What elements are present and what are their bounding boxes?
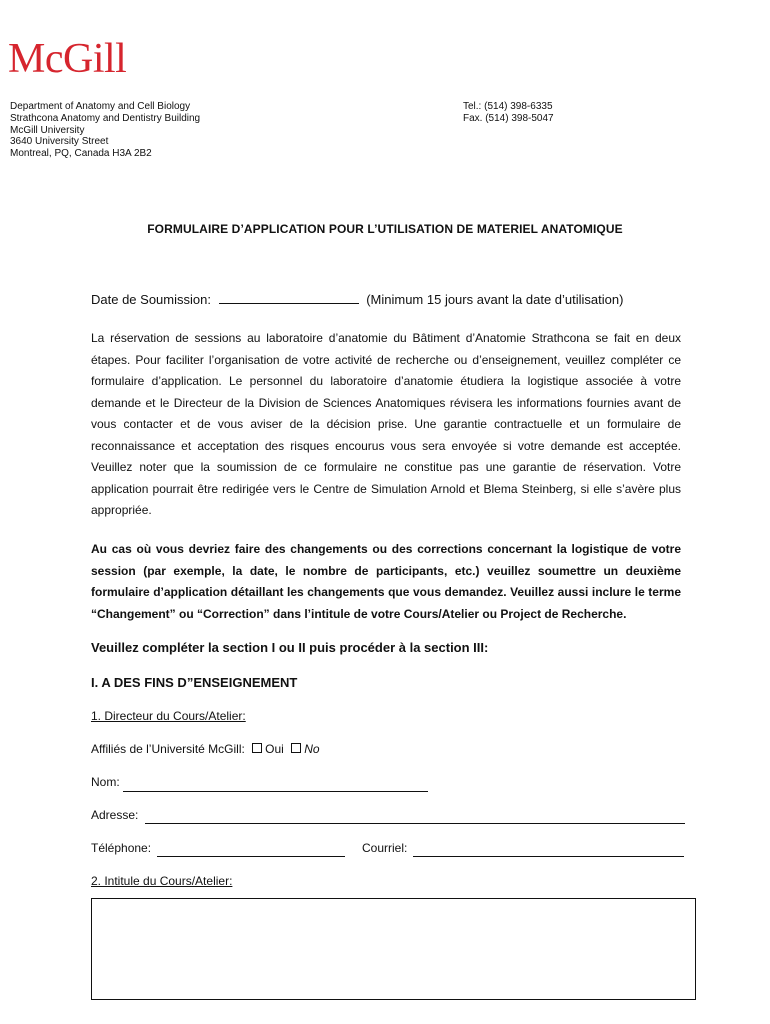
- name-field[interactable]: [123, 791, 428, 792]
- yes-checkbox[interactable]: [252, 743, 262, 753]
- affiliation-row: [91, 742, 320, 756]
- name-label: Nom:: [91, 775, 120, 789]
- course-director-label: 1. Directeur du Cours/Atelier:: [91, 709, 246, 723]
- telephone-number: Tel.: (514) 398-6335: [463, 101, 553, 112]
- address-line: McGill University: [10, 124, 85, 136]
- email-label: Courriel:: [362, 841, 408, 855]
- submission-date-field[interactable]: [219, 291, 359, 304]
- fax-number: Fax. (514) 398-5047: [463, 112, 554, 124]
- course-title-input[interactable]: [91, 898, 696, 1000]
- no-label: No: [304, 742, 320, 756]
- address-line: Department of Anatomy and Cell Biology: [10, 101, 191, 112]
- contact-info: [463, 101, 554, 125]
- course-title-label: 2. Intitule du Cours/Atelier:: [91, 874, 233, 888]
- address-field[interactable]: [145, 823, 685, 824]
- mcgill-logo: McGill: [8, 36, 127, 82]
- telephone-label: Téléphone:: [91, 841, 152, 855]
- form-title: FORMULAIRE D’APPLICATION POUR L’UTILISATION DE MATERIEL ANATOMIQUE: [147, 222, 623, 236]
- submission-date-note: (Minimum 15 jours avant la date d’utilisation): [366, 292, 624, 307]
- changes-note: Au cas où vous devriez faire des changements ou des corrections concernant la logistique de votre session (par exemple, la date, le nombre de participants, etc.) veuillez soumettre un deuxième formulaire d’application détaillant les changements que vous demandez. Veuillez aussi inclure le terme “Changement” ou “Correction” dans l’intitule de votre Cours/Atelier ou Project de Recherche.: [91, 542, 681, 621]
- telephone-field[interactable]: [157, 856, 345, 857]
- address-line: 3640 University Street: [10, 136, 109, 148]
- department-address: [10, 101, 200, 160]
- intro-paragraph: La réservation de sessions au laboratoire d’anatomie du Bâtiment d’Anatomie Strathcona se fait en deux étapes. Pour faciliter l’organisation de votre activité de recherche ou d’enseignement, veuillez compléter ce formulaire d’application. Le personnel du laboratoire d’anatomie étudiera la logistique associée à votre demande et le Directeur de la Division de Sciences Anatomiques révisera les informations fournies avant de vous contacter et de vous aviser de la décision prise. Une garantie contractuelle et un formulaire de reconnaissance et acceptation des risques encourus vous sera envoyée si votre demande est acceptée. Veuillez noter que la soumission de ce formulaire ne constitue pas une garantie de réservation. Votre application pourrait être redirigée vers le Centre de Simulation Arnold et Blema Steinberg, si elle s’avère plus appropriée.: [91, 331, 681, 517]
- affiliation-label: Affiliés de l’Université McGill:: [91, 742, 245, 756]
- submission-date-label: Date de Soumission:: [91, 292, 211, 307]
- address-line: Strathcona Anatomy and Dentistry Building: [10, 112, 201, 124]
- address-line: Montreal, PQ, Canada H3A 2B2: [10, 148, 152, 160]
- submission-date-row: [91, 291, 623, 307]
- yes-label: Oui: [265, 742, 284, 756]
- no-checkbox[interactable]: [291, 743, 301, 753]
- address-label: Adresse:: [91, 808, 139, 822]
- section-heading: I. A DES FINS D”ENSEIGNEMENT: [91, 675, 298, 690]
- section-instruction: Veuillez compléter la section I ou II puis procéder à la section III:: [91, 640, 489, 655]
- email-field[interactable]: [413, 856, 684, 857]
